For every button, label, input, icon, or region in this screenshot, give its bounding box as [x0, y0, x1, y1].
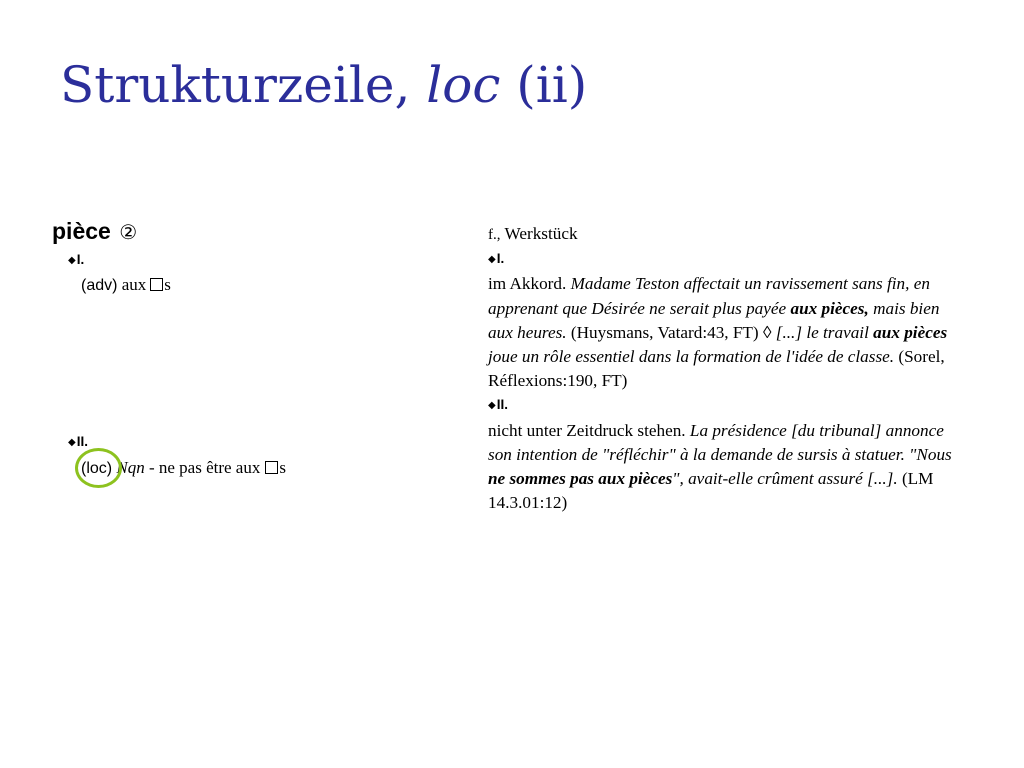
gender-label: f., [488, 227, 501, 243]
section-line-2: (loc) Nqn - ne pas être aux s [81, 458, 286, 477]
title-main: Strukturzeile, [60, 56, 411, 114]
diamond-bullet-icon: ◆ [68, 437, 76, 448]
section-marker-1: ◆I. [68, 252, 85, 267]
pos-tag: (adv) [81, 277, 118, 294]
gloss: Werkstück [504, 224, 578, 243]
section-line-1: (adv) aux s [81, 275, 171, 294]
translation-marker-1: ◆I. [488, 251, 505, 267]
slide-title [60, 58, 587, 113]
loc-tag: (loc) [81, 460, 113, 477]
nqn-variable: Nqn [116, 458, 145, 477]
title-italic: loc [426, 56, 501, 114]
translation-section-1: im Akkord. Madame Teston affectait un ravissement sans fin, en apprenant que Désirée ne serait plus payée aux pièces, mais bien aux heures. (Huysmans, Vatard:43, FT) ◊ [...] le travail aux pièces joue un rôle essentiel dans la formation de l'idée de classe. (Sorel, Réflexions:190, FT) [488, 274, 948, 391]
section-marker-2: ◆II. [68, 434, 88, 449]
homograph-number: ② [119, 222, 138, 244]
diamond-bullet-icon: ◆ [488, 254, 496, 266]
title-suffix: (ii) [516, 56, 588, 114]
lozenge-separator: ◊ [762, 322, 772, 342]
translation-marker-2: ◆II. [488, 397, 508, 413]
diamond-bullet-icon: ◆ [68, 255, 76, 266]
green-circle-highlight [75, 448, 122, 488]
translation-section-2: nicht unter Zeitdruck stehen. La présidence [du tribunal] annonce son intention de "réfléchir" à la demande de sursis à statuer. "Nous ne sommes pas aux pièces", avait-elle crûment assuré [...]. (LM 14.3.01:12) [488, 420, 952, 513]
translation-column [488, 222, 958, 515]
empty-square-icon [150, 278, 163, 291]
headword: pièce ② [52, 218, 138, 244]
diamond-bullet-icon: ◆ [488, 400, 496, 412]
translation-header [488, 222, 958, 247]
empty-square-icon [265, 461, 278, 474]
